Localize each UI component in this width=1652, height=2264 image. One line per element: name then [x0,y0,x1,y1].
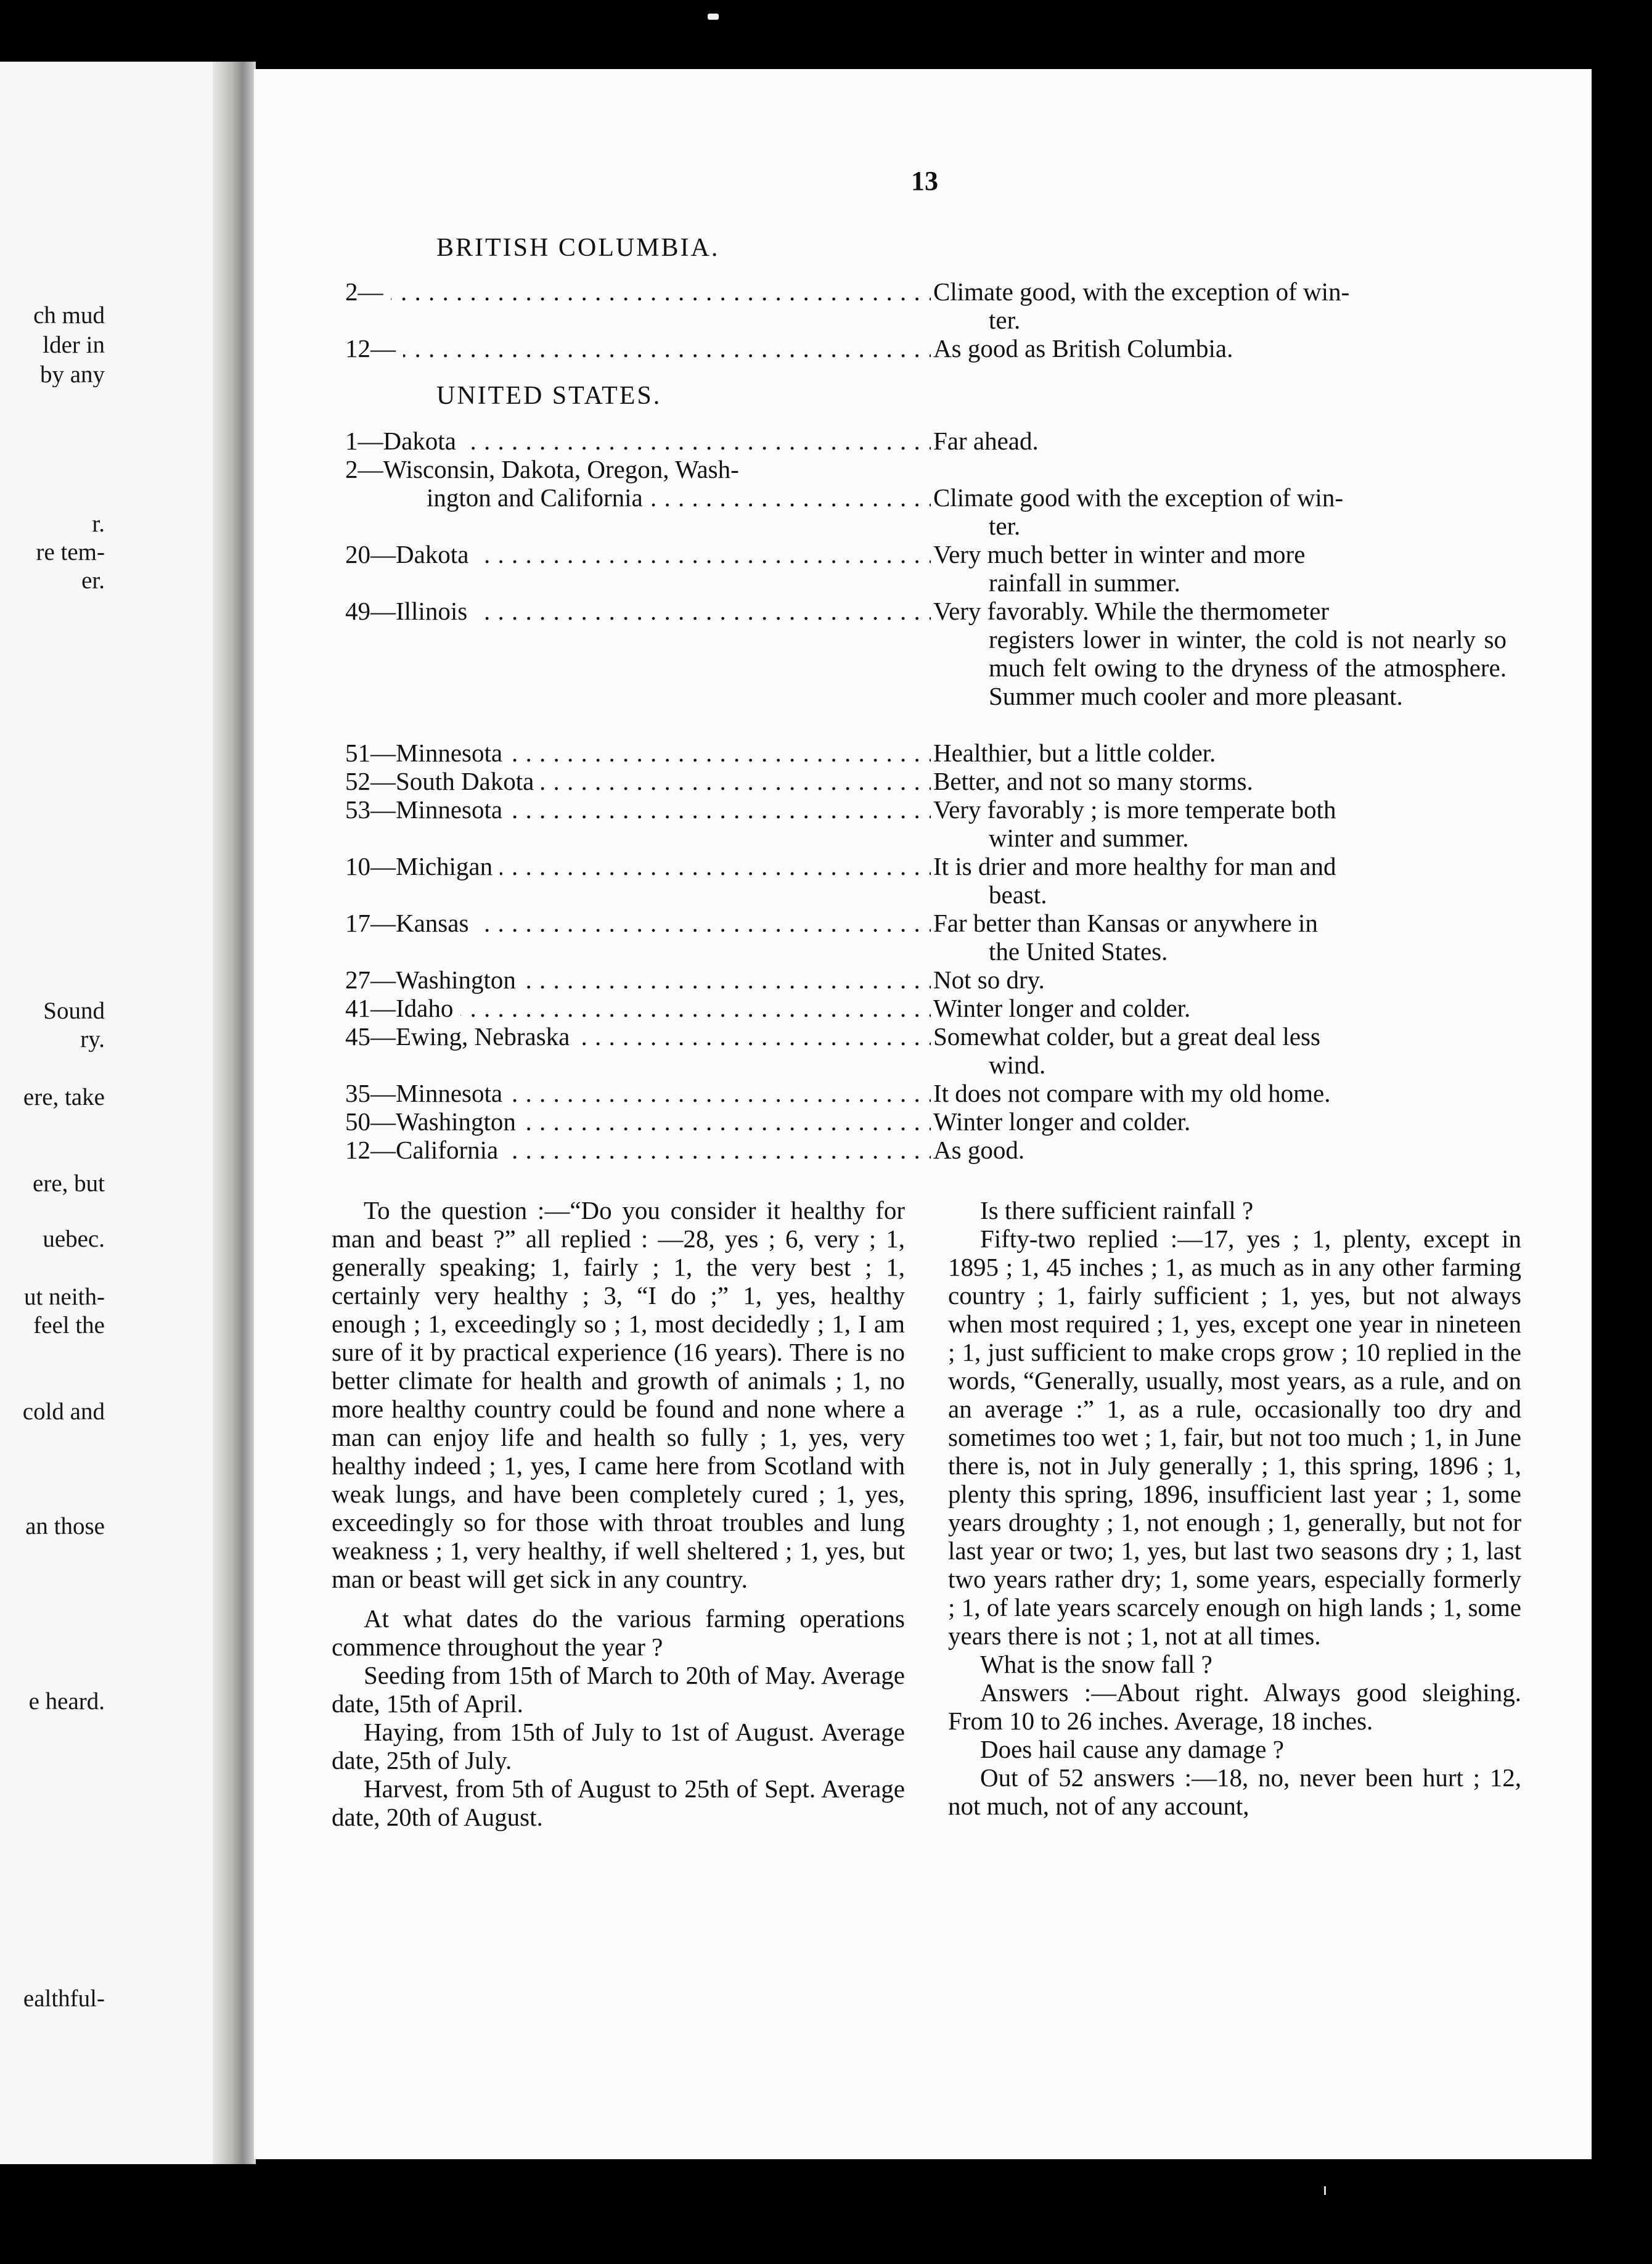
entry-source: 2—Wisconsin, Dakota, Oregon, Wash- [345,455,931,483]
left-page-fragment: re tem- [36,540,105,565]
entry-source: 17—Kansas [345,909,476,937]
entry-label [345,1079,931,1107]
answer-continuation: the United States. [989,937,1168,966]
right-column [948,1196,1521,1820]
entry-source: 51—Minnesota [345,739,510,767]
paragraph: Out of 52 answers :—18, no, never been hurt ; 12, not much, not of any account, [948,1763,1521,1820]
entry-source: 35—Minnesota [345,1079,510,1107]
entry-answer [931,852,1507,909]
entry-source: 53—Minnesota [345,795,510,824]
entry-source: 12— [345,334,403,363]
answer-first-line: Somewhat colder, but a great deal less [933,1022,1320,1051]
entry-source: 49—Illinois [345,597,475,625]
entry-label [345,852,931,880]
left-page-fragment: cold and [22,1400,105,1424]
entry-label [345,795,931,824]
entry-answer [931,334,1507,363]
answer-continuation: ter. [989,306,1021,334]
entry-label [345,1022,931,1051]
entry-answer [931,739,1507,767]
answer-first-line: Far better than Kansas or anywhere in [933,909,1318,937]
entry-label [345,909,931,937]
entry-label [345,334,931,363]
entry-answer [931,1107,1507,1136]
section-heading-united-states: UNITED STATES. [436,382,662,410]
paragraph: Answers :—About right. Always good sleighing. From 10 to 26 inches. Average, 18 inches. [948,1678,1521,1735]
answer-continuation: registers lower in winter, the cold is not nearly so much felt owing to the dryness of the atmosphere. Summer much cooler and more pleasant. [989,625,1507,710]
entry-label [345,739,931,767]
answer-first-line: As good as British Columbia. [933,334,1233,363]
entry-source: 20—Dakota [345,540,476,568]
entry-answer [931,483,1507,540]
entry-source: 1—Dakota [345,427,464,455]
left-page-fragment: ch mud [33,303,105,328]
entry-label [345,767,931,795]
entry-answer [931,1136,1507,1164]
answer-first-line: Winter longer and colder. [933,1107,1191,1136]
left-page-fragment: Sound [43,999,105,1023]
answer-first-line: Not so dry. [933,966,1045,994]
answer-continuation: wind. [989,1051,1046,1079]
entry-source: 45—Ewing, Nebraska [345,1022,577,1051]
entry-source: 27—Washington [345,966,523,994]
answer-first-line: Climate good, with the exception of win- [933,277,1350,306]
book-gutter [213,62,256,2164]
entry-label [345,427,931,455]
answer-first-line: It does not compare with my old home. [933,1079,1331,1107]
paragraph: Is there sufficient rainfall ? [980,1196,1254,1224]
entry-label [345,994,931,1022]
answer-first-line: Climate good with the exception of win- [933,483,1343,512]
page-number: 13 [911,166,938,196]
paragraph: What is the snow fall ? [980,1650,1212,1678]
entry-label [345,455,931,512]
answer-continuation: beast. [989,880,1047,909]
left-page-fragment: ry. [80,1027,105,1052]
left-page-fragment: by any [39,363,105,387]
answer-first-line: As good. [933,1136,1025,1164]
left-page-fragment: er. [81,568,105,593]
left-page-fragment: ere, take [23,1085,105,1110]
entry-source: 10—Michigan [345,852,500,880]
entry-label [345,1107,931,1136]
answer-first-line: It is drier and more healthy for man and [933,852,1336,880]
entry-answer [931,1079,1507,1107]
paragraph: Seeding from 15th of March to 20th of May. Average date, 15th of April. [332,1661,905,1718]
answer-first-line: Better, and not so many storms. [933,767,1253,795]
left-page-fragment: e heard. [28,1689,105,1714]
answer-first-line: Far ahead. [933,427,1039,455]
paragraph: Does hail cause any damage ? [980,1735,1284,1763]
entry-label [345,597,931,625]
answer-first-line: Healthier, but a little colder. [933,739,1216,767]
scan-mark [1324,2186,1326,2195]
left-page-fragment: lder in [43,333,105,358]
entry-source: 2— [345,277,391,306]
entry-answer [931,795,1507,852]
entry-answer [931,277,1507,334]
entry-answer [931,427,1507,455]
entry-source: 50—Washington [345,1107,523,1136]
entry-answer [931,597,1507,710]
entry-answer [931,966,1507,994]
answer-continuation: rainfall in summer. [989,568,1180,597]
entry-source: 52—South Dakota [345,767,541,795]
entry-label [345,966,931,994]
section-heading-british-columbia: BRITISH COLUMBIA. [436,234,720,262]
paragraph: At what dates do the various farming operations commence throughout the year ? [332,1604,905,1661]
answer-first-line: Very much better in winter and more [933,540,1306,568]
answer-continuation: ter. [989,512,1021,540]
entry-answer [931,540,1507,597]
entry-source-continued: ington and California [345,483,650,512]
answer-first-line: Very favorably. While the thermometer [933,597,1330,625]
left-page-fragment: r. [92,512,105,536]
entry-answer [931,767,1507,795]
entry-label [345,1136,931,1164]
left-page-fragment: ut neith- [23,1285,105,1310]
entry-source: 41—Idaho [345,994,460,1022]
left-page-fragment: ealthful- [23,1987,105,2011]
answer-first-line: Winter longer and colder. [933,994,1191,1022]
paragraph: Fifty-two replied :—17, yes ; 1, plenty, except in 1895 ; 1, 45 inches ; 1, as much as in any other farming country ; 1, fairly sufficient ; 1, yes, but not always when most required ; 1, yes, except one year in nineteen ; 1, just sufficient to make crops grow ; 10 replied in the words, “Generally, usually, most years, as a rule, and on an average :” 1, as a rule, occasionally too dry and sometimes too wet ; 1, fair, but not too much ; 1, in June there is, not in July generally ; 1, this spring, 1896 ; 1, plenty this spring, 1896, insufficient last year ; 1, some years droughty ; 1, not enough ; 1, generally, but not for last year or two; 1, yes, but last two seasons dry ; 1, last two years rather dry; 1, some years, especially formerly ; 1, of late years scarcely enough on high lands ; 1, some years there is not ; 1, not at all times. [948,1224,1521,1650]
entry-answer [931,909,1507,966]
paragraph: Haying, from 15th of July to 1st of August. Average date, 25th of July. [332,1718,905,1774]
paragraph: Harvest, from 5th of August to 25th of Sept. Average date, 20th of August. [332,1774,905,1831]
left-page-fragment: an those [25,1514,105,1539]
answer-first-line: Very favorably ; is more temperate both [933,795,1336,824]
entry-answer [931,994,1507,1022]
entry-answer [931,1022,1507,1079]
left-column [332,1196,905,1831]
left-page-fragment: uebec. [43,1227,105,1252]
paragraph: To the question :—“Do you consider it healthy for man and beast ?” all replied : —28, yes ; 6, very ; 1, generally speaking; 1, fairly ; 1, the very best ; 1, certainly very healthy ; 3, “I do ;” 1, yes, healthy enough ; 1, exceedingly so ; 1, most decidedly ; 1, I am sure of it by practical experience (16 years). There is no better climate for health and growth of animals ; 1, no more healthy country could be found and none where a man can enjoy life and health so fully ; 1, yes, very healthy indeed ; 1, yes, I came here from Scotland with weak lungs, and have been completely cured ; 1, yes, exceedingly so for those with throat troubles and lung weakness ; 1, very healthy, if well sheltered ; 1, yes, but man or beast will get sick in any country. [332,1196,905,1593]
entry-label [345,540,931,568]
left-page-fragment: feel the [33,1313,105,1338]
answer-continuation: winter and summer. [989,824,1189,852]
entry-source: 12—California [345,1136,505,1164]
left-page-fragment: ere, but [33,1171,105,1196]
entry-label [345,277,931,306]
scan-mark [708,14,719,20]
